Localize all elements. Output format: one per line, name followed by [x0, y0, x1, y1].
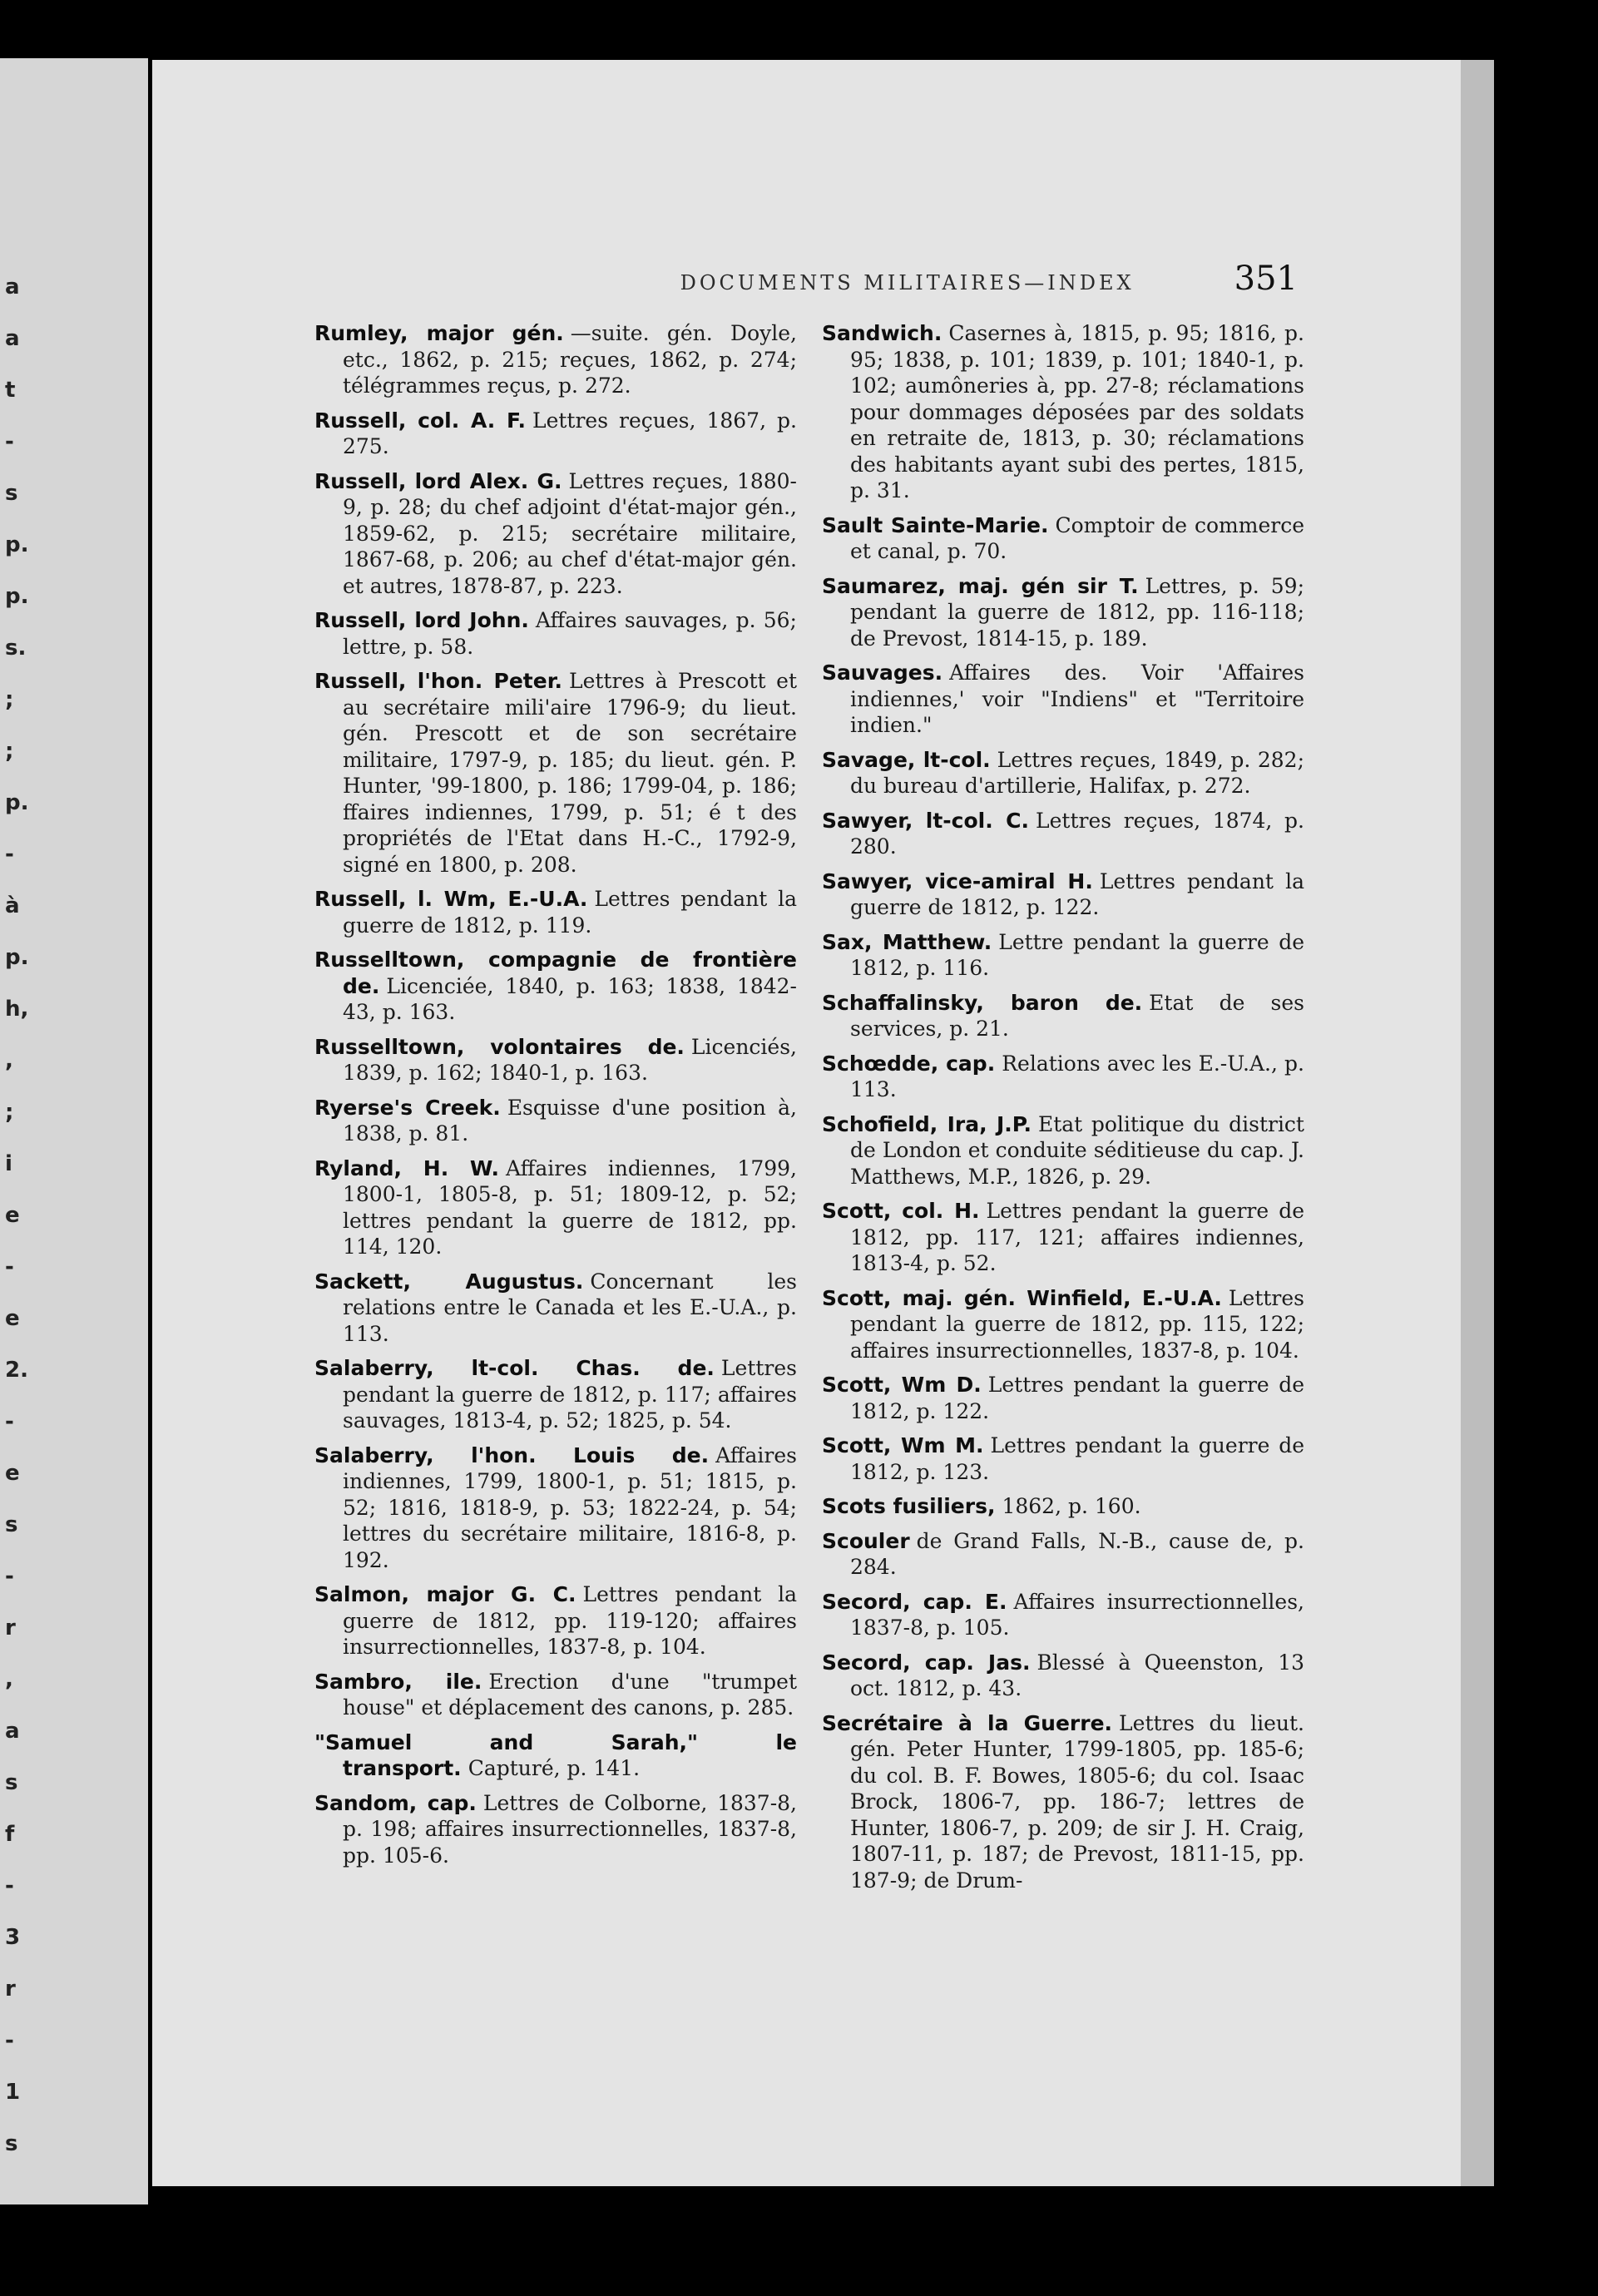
index-entry-heading: Secord, cap. Jas.: [822, 1650, 1031, 1675]
index-entry: [314, 1155, 797, 1260]
index-entry-text: Affaires insurrectionnelles, 1837-8, p. 105.: [850, 1589, 1304, 1640]
index-entry-text: de Grand Falls, N.-B., cause de, p. 284.: [850, 1528, 1304, 1579]
previous-page-fragment: e: [5, 1306, 20, 1331]
previous-page-fragment: 1: [5, 2080, 21, 2105]
index-entry: [822, 1528, 1304, 1581]
index-entry-text: Lettres pendant la guerre de 1812, pp. 117, 121; affaires indiennes, 1813-4, p. 52.: [850, 1199, 1304, 1275]
index-entry-text: Affaires indiennes, 1799, 1800-1, 1805-8, p. 51; 1809-12, p. 52; lettres pendant la guerre de 1812, pp. 114, 120.: [343, 1155, 797, 1259]
index-entry-text: Lettres reçues, 1867, p. 275.: [343, 408, 797, 458]
index-entry-heading: Rumley, major gén.: [314, 321, 564, 345]
index-entry-text: Lettres reçues, 1874, p. 280.: [850, 808, 1304, 859]
index-entry-text: Concernant les relations entre le Canada et les E.-U.A., p. 113.: [343, 1269, 797, 1346]
index-entry: [314, 1034, 797, 1086]
previous-page-fragment: p.: [5, 532, 29, 557]
index-entry: [822, 929, 1304, 982]
previous-page-fragment: a: [5, 275, 20, 299]
index-entry: [822, 1650, 1304, 1702]
previous-page-fragment: t: [5, 378, 16, 403]
page-header: [574, 260, 1298, 301]
previous-page-fragment: f: [5, 1822, 15, 1847]
index-entry-text: Lettres reçues, 1849, p. 282; du bureau d'artillerie, Halifax, p. 272.: [850, 747, 1304, 798]
index-entry: [822, 1285, 1304, 1364]
index-entry: [314, 1581, 797, 1660]
index-entry: [822, 990, 1304, 1042]
index-entry: [314, 1669, 797, 1721]
previous-page-fragment: s: [5, 1770, 18, 1795]
index-entry-text: Lettres de Colborne, 1837-8, p. 198; affaires insurrectionnelles, 1837-8, pp. 105-6.: [343, 1790, 798, 1868]
index-entry-text: Etat de ses services, p. 21.: [850, 990, 1304, 1041]
index-entry: [822, 1433, 1304, 1485]
index-entry: [314, 1790, 797, 1869]
previous-page-fragment: -: [5, 1873, 14, 1898]
index-entry-heading: Scots fusiliers,: [822, 1494, 996, 1518]
index-entry: [314, 1729, 797, 1782]
index-entry-text: Esquisse d'une position à, 1838, p. 81.: [343, 1095, 797, 1146]
index-entry: [314, 1355, 797, 1434]
previous-page-fragment: ;: [5, 687, 14, 712]
index-entry-text: Lettres pendant la guerre de 1812, p. 122.: [850, 1373, 1304, 1423]
index-entry-heading: Sault Sainte-Marie.: [822, 512, 1049, 537]
index-entry-text: Affaires sauvages, p. 56; lettre, p. 58.: [343, 608, 797, 659]
previous-page-fragment: p.: [5, 790, 29, 815]
index-entry-heading: Sandwich.: [822, 321, 942, 345]
index-column-right: [822, 320, 1304, 1902]
index-entry: [822, 512, 1304, 565]
index-entry: [822, 1198, 1304, 1277]
index-entry-text: Etat politique du district de London et conduite séditieuse du cap. J. Matthews, M.P., 1826, p. 29.: [850, 1111, 1304, 1189]
index-entry-heading: "Samuel and Sarah," le transport.: [314, 1729, 797, 1780]
index-entry-heading: Scott, Wm M.: [822, 1433, 984, 1457]
previous-page-fragment: -: [5, 842, 14, 867]
index-entry-heading: Russelltown, volontaires de.: [314, 1034, 685, 1059]
index-entry-text: Lettres pendant la guerre de 1812, p. 122.: [850, 868, 1304, 919]
index-entry-heading: Sauvages.: [822, 661, 943, 685]
index-entry-text: Lettres à Prescott et au secrétaire mili'aire 1796-9; du lieut. gén. Prescott et de son secrétaire militaire, 1797-9, p. 185; du lieut. gén. P. Hunter, '99-1800, p. 186; 1799-04, p. 186; ffaires indiennes, 1799, p. 51; é t des propriétés de l'Etat dans H.-C., 1792-9, signé en 1800, p. 208.: [343, 669, 797, 877]
previous-page-fragment: r: [5, 1977, 16, 2002]
index-entry: [822, 573, 1304, 652]
index-entry-text: Capturé, p. 141.: [468, 1756, 641, 1780]
index-entry-text: Lettres du lieut. gén. Peter Hunter, 1799-1805, pp. 185-6; du col. B. F. Bowes, 1805-6; du col. Isaac Brock, 1806-7, pp. 186-7; lettres de Hunter, 1806-7, p. 209; de sir J. H. Craig, 1807-11, p. 187; de Prevost, 1811-15, pp. 187-9; de Drum-: [850, 1710, 1304, 1893]
previous-page-fragment: 3: [5, 1925, 21, 1950]
index-entry-text: Lettres pendant la guerre de 1812, pp. 119-120; affaires insurrectionnelles, 1837-8, p. 104.: [343, 1582, 797, 1659]
index-entry-heading: Sandom, cap.: [314, 1790, 477, 1815]
index-entry-heading: Russell, l. Wm, E.-U.A.: [314, 887, 588, 911]
previous-page-fragment: s: [5, 481, 18, 506]
index-column-left: [314, 320, 797, 1877]
index-entry: [314, 1095, 797, 1147]
index-entry-text: Lettres, p. 59; pendant la guerre de 1812, pp. 116-118; de Prevost, 1814-15, p. 189.: [850, 573, 1304, 651]
index-entry-text: Relations avec les E.-U.A., p. 113.: [850, 1051, 1304, 1101]
index-entry: [822, 868, 1304, 921]
index-entry-text: —suite. gén. Doyle, etc., 1862, p. 215; reçues, 1862, p. 274; télégrammes reçus, p. 272.: [343, 321, 797, 398]
index-entry-heading: Russelltown, compagnie de frontière de.: [314, 948, 797, 998]
index-entry: [314, 607, 797, 660]
index-entry-heading: Russell, lord Alex. G.: [314, 468, 562, 493]
index-entry-heading: Saumarez, maj. gén sir T.: [822, 573, 1139, 598]
index-entry-heading: Sax, Matthew.: [822, 929, 992, 954]
index-entry-heading: Sambro, ile.: [314, 1669, 482, 1694]
page-shadow: [1461, 60, 1494, 2186]
index-entry: [822, 1372, 1304, 1424]
index-entry: [314, 668, 797, 878]
previous-page-fragment: p.: [5, 584, 29, 609]
index-entry-heading: Russell, l'hon. Peter.: [314, 669, 562, 693]
previous-page-fragment: ,: [5, 1667, 13, 1692]
previous-page-edge: [0, 58, 148, 2204]
index-entry-heading: Scott, maj. gén. Winfield, E.-U.A.: [822, 1285, 1222, 1310]
index-entry: [314, 408, 797, 460]
index-entry: [314, 947, 797, 1026]
previous-page-fragment: i: [5, 1151, 12, 1176]
previous-page-fragment: ;: [5, 1100, 14, 1125]
index-entry-text: Lettre pendant la guerre de 1812, p. 116.: [850, 929, 1304, 980]
index-entry-text: Comptoir de commerce et canal, p. 70.: [850, 512, 1304, 563]
previous-page-fragment: s: [5, 2131, 18, 2156]
index-entry: [314, 320, 797, 399]
index-entry-heading: Salaberry, lt-col. Chas. de.: [314, 1356, 715, 1380]
previous-page-fragment: -: [5, 2028, 14, 2053]
previous-page-fragment: 2.: [5, 1358, 28, 1383]
index-entry-text: Licenciés, 1839, p. 162; 1840-1, p. 163.: [343, 1034, 797, 1085]
index-entry: [822, 1589, 1304, 1641]
index-entry: [822, 1710, 1304, 1894]
previous-page-fragment: -: [5, 1254, 14, 1279]
index-entry-heading: Schofield, Ira, J.P.: [822, 1111, 1032, 1136]
previous-page-fragment: e: [5, 1203, 20, 1228]
previous-page-fragment: ;: [5, 739, 14, 764]
index-entry: [822, 1493, 1304, 1520]
index-entry-heading: Ryerse's Creek.: [314, 1095, 501, 1120]
index-entry-heading: Sawyer, lt-col. C.: [822, 808, 1030, 833]
index-entry-text: 1862, p. 160.: [1002, 1494, 1141, 1518]
previous-page-fragment: e: [5, 1461, 20, 1486]
previous-page-fragment: r: [5, 1616, 16, 1640]
index-entry-text: Lettres pendant la guerre de 1812, p. 119.: [343, 887, 797, 938]
previous-page-fragment: s.: [5, 636, 27, 661]
index-entry: [314, 1442, 797, 1574]
index-entry: [314, 1269, 797, 1348]
index-entry-text: Lettres pendant la guerre de 1812, p. 117; affaires sauvages, 1813-4, p. 52; 1825, p. 54.: [343, 1356, 797, 1433]
index-entry: [314, 886, 797, 938]
index-entry: [822, 747, 1304, 799]
index-entry-heading: Schœdde, cap.: [822, 1051, 996, 1076]
index-entry-text: Licenciée, 1840, p. 163; 1838, 1842-43, p. 163.: [343, 973, 797, 1024]
index-entry-heading: Salaberry, l'hon. Louis de.: [314, 1442, 710, 1467]
previous-page-fragment: h,: [5, 997, 29, 1022]
previous-page-fragment: à: [5, 893, 20, 918]
index-entry-heading: Ryland, H. W.: [314, 1155, 499, 1180]
index-entry-heading: Scott, Wm D.: [822, 1373, 982, 1397]
page-number: 351: [1234, 260, 1298, 298]
index-entry-text: Lettres pendant la guerre de 1812, pp. 115, 122; affaires insurrectionnelles, 1837-8, p. 104.: [850, 1285, 1304, 1363]
index-entry-heading: Scouler: [822, 1528, 910, 1553]
index-entry-text: Blessé à Queenston, 13 oct. 1812, p. 43.: [850, 1650, 1305, 1700]
index-entry: [822, 660, 1304, 739]
previous-page-fragment: p.: [5, 945, 29, 970]
index-entry-heading: Russell, col. A. F.: [314, 408, 526, 433]
index-entry-heading: Secrétaire à la Guerre.: [822, 1710, 1113, 1735]
index-entry: [822, 1111, 1304, 1190]
index-entry-heading: Schaffalinsky, baron de.: [822, 990, 1143, 1015]
previous-page-fragment: -: [5, 1409, 14, 1434]
running-head: DOCUMENTS MILITAIRES—INDEX: [680, 271, 1135, 294]
index-entry: [822, 1051, 1304, 1103]
previous-page-fragment: -: [5, 1564, 14, 1589]
index-entry-text: Affaires des. Voir 'Affaires indiennes,' voir "Indiens" et "Territoire indien.": [850, 661, 1304, 737]
index-entry: [822, 320, 1304, 504]
index-entry-heading: Russell, lord John.: [314, 608, 529, 632]
index-entry-text: Casernes à, 1815, p. 95; 1816, p. 95; 1838, p. 101; 1839, p. 101; 1840-1, p. 102; aumôneries à, pp. 27-8; réclamations pour dommages déposées par des soldats en retraite de, 1813, p. 30; réclamations des habitants ayant subi des pertes, 1815, p. 31.: [850, 321, 1304, 502]
previous-page-fragment: -: [5, 429, 14, 454]
index-entry: [822, 808, 1304, 860]
previous-page-fragment: a: [5, 326, 20, 351]
index-entry-heading: Secord, cap. E.: [822, 1589, 1007, 1614]
index-entry-text: Lettres reçues, 1880-9, p. 28; du chef adjoint d'état-major gén., 1859-62, p. 215; secrétaire militaire, 1867-68, p. 206; au chef d'état-major gén. et autres, 1878-87, p. 223.: [343, 468, 797, 598]
index-entry-text: Lettres pendant la guerre de 1812, p. 123.: [850, 1433, 1304, 1484]
index-entry-heading: Scott, col. H.: [822, 1199, 980, 1223]
previous-page-fragment: ,: [5, 1048, 13, 1073]
index-entry-heading: Savage, lt-col.: [822, 747, 991, 772]
index-entry-heading: Salmon, major G. C.: [314, 1582, 576, 1606]
previous-page-fragment: a: [5, 1719, 20, 1744]
index-entry: [314, 468, 797, 600]
index-entry-heading: Sackett, Augustus.: [314, 1269, 584, 1294]
index-entry-text: Erection d'une "trumpet house" et déplacement des canons, p. 285.: [343, 1669, 797, 1720]
previous-page-fragment: s: [5, 1512, 18, 1537]
index-entry-text: Affaires indiennes, 1799, 1800-1, p. 51; 1815, p. 52; 1816, 1818-9, p. 53; 1822-24, p. 54; lettres du secrétaire militaire, 1816-8, p. 192.: [343, 1442, 797, 1572]
index-entry-heading: Sawyer, vice-amiral H.: [822, 868, 1093, 893]
